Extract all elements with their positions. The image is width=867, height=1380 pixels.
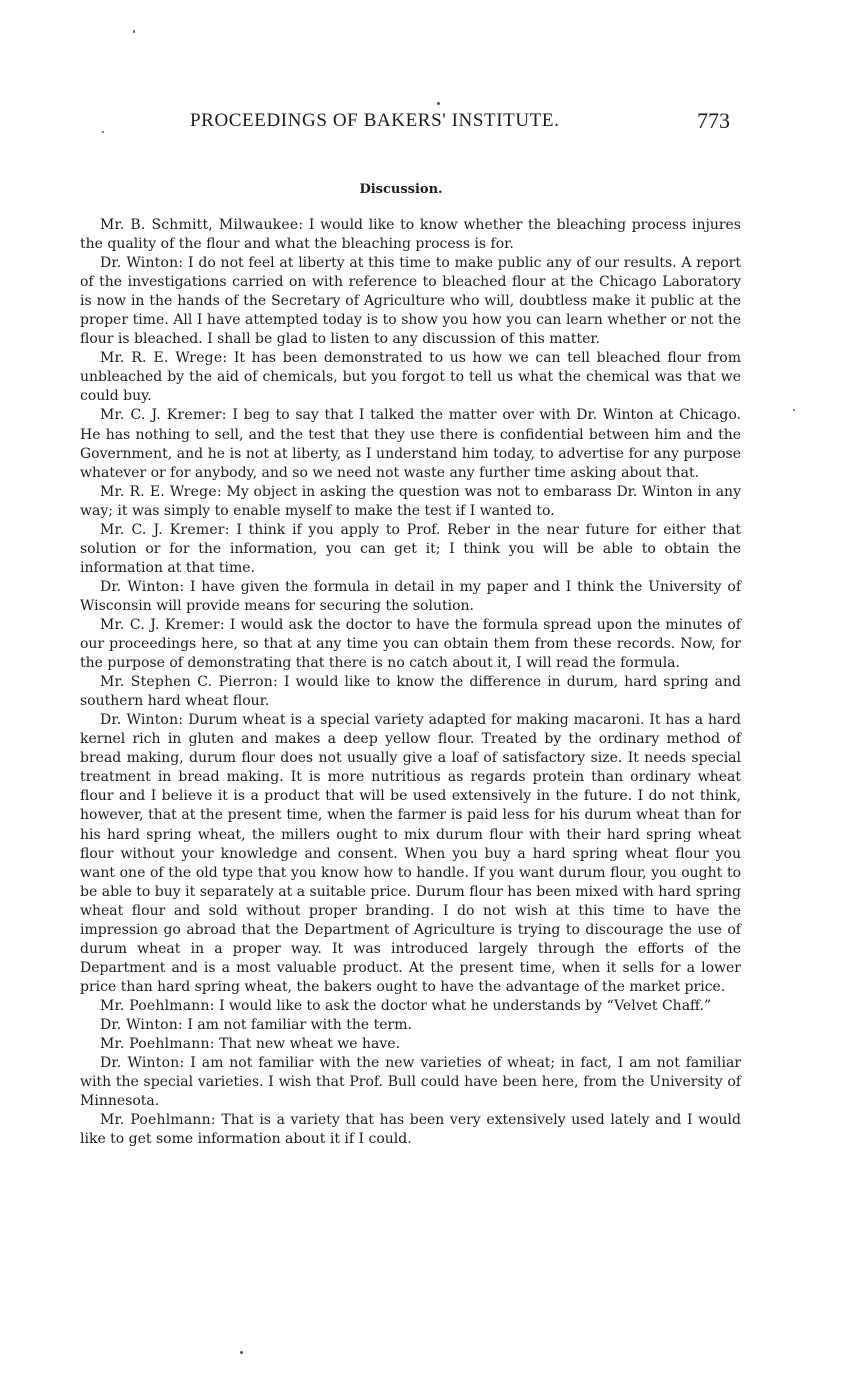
discussion-paragraph	[80, 216, 741, 254]
discussion-paragraph	[80, 1111, 741, 1149]
speaker-name: Dr. Winton:	[100, 1016, 183, 1033]
speaker-name: Dr. Winton:	[100, 1055, 185, 1072]
scan-speck	[133, 30, 135, 33]
section-heading: Discussion.	[359, 182, 443, 197]
paragraph-text: I would like to know the difference in durum, hard spring and southern hard wheat flour.	[80, 674, 741, 710]
page-number: 773	[697, 108, 730, 133]
paragraph-text: I have given the formula in detail in my paper and I think the University of Wisconsin will provide means for securing the solution.	[80, 578, 741, 614]
speaker-name: Mr. R. E. Wrege:	[100, 483, 222, 500]
paragraph-text: I beg to say that I talked the matter over with Dr. Winton at Chicago. He has nothing to sell, and the test that they use there is confidential between him and the Government, and he is not at liberty, as I understand him today, to advertise for any purpose whatever or for anybody, and so we need not waste any further time asking about that.	[80, 407, 741, 481]
paragraph-text: That new wheat we have.	[214, 1036, 401, 1053]
paragraph-text: Durum wheat is a special variety adapted for making macaroni. It has a hard kernel rich in gluten and makes a deep yellow flour. Treated by the ordinary method of bread making, durum flour does not usually give a loaf of satisfactory size. It needs special treatment in bread making. It is more nutritious as regards protein than ordinary wheat flour and I believe it is a product that will be used extensively in the future. I do not think, however, that at the present time, when the farmer is paid less for his durum wheat than for his hard spring wheat, the millers ought to mix durum flour with their hard spring wheat flour without your knowledge and consent. When you buy a hard spring wheat flour you want one of the old type that you know how to handle. If you want durum flour, you ought to be able to buy it separately at a suitable price. Durum flour has been mixed with hard spring wheat flour and sold without proper branding. I do not wish at this time to have the impression go abroad that the Department of Agriculture is trying to discourage the use of durum wheat in a proper way. It was introduced largely through the efforts of the Department and is a most valuable product. At the present time, when it sells for a lower price than hard spring wheat, the bakers ought to have the advantage of the market price.	[80, 712, 742, 995]
paragraph-text: I would like to ask the doctor what he understands by “Velvet Chaff.”	[214, 997, 712, 1014]
discussion-paragraph	[80, 673, 741, 711]
speaker-name: Mr. Poehlmann:	[100, 1036, 215, 1053]
speaker-name: Mr. Stephen C. Pierron:	[100, 674, 278, 691]
paragraph-text: I think if you apply to Prof. Reber in the near future for either that solution or for the information, you can get it; I think you will be able to obtain the information at that time.	[80, 521, 741, 576]
discussion-paragraph	[80, 616, 741, 673]
paragraph-text: I am not familiar with the term.	[182, 1016, 412, 1033]
discussion-paragraph	[80, 349, 741, 406]
speaker-name: Mr. Poehlmann:	[100, 1112, 216, 1129]
discussion-paragraph	[80, 997, 741, 1016]
paragraph-text: My object in asking the question was not to embarass Dr. Winton in any way; it was simply to enable myself to make the test if I wanted to.	[80, 483, 741, 519]
discussion-paragraph	[80, 578, 741, 616]
speaker-name: Dr. Winton:	[100, 255, 184, 272]
scan-speck	[240, 1351, 243, 1354]
speaker-name: Dr. Winton:	[100, 578, 185, 595]
scan-speck	[102, 131, 104, 133]
speaker-name: Mr. C. J. Kremer:	[100, 521, 230, 538]
discussion-body	[80, 216, 741, 1149]
running-head	[190, 110, 730, 140]
discussion-paragraph	[80, 1035, 741, 1054]
paragraph-text: I would like to know whether the bleaching process injures the quality of the flour and what the bleaching process is for.	[80, 217, 741, 253]
scan-speck	[793, 409, 795, 411]
discussion-paragraph	[80, 1054, 741, 1111]
paragraph-text: I would ask the doctor to have the formula spread upon the minutes of our proceedings here, so that at any time you can obtain them from these records. Now, for the purpose of demonstrating that there is no catch about it, I will read the formula.	[80, 616, 741, 672]
speaker-name: Mr. R. E. Wrege:	[100, 350, 228, 367]
discussion-paragraph	[80, 711, 741, 997]
paragraph-text: It has been demonstrated to us how we can tell bleached flour from unbleached by the aid of chemicals, but you forgot to tell us what the chemical was that we could buy.	[80, 350, 741, 405]
paragraph-text: That is a variety that has been very extensively used lately and I would like to get some information about it if I could.	[80, 1112, 741, 1148]
speaker-name: Dr. Winton:	[100, 712, 184, 729]
paragraph-text: I do not feel at liberty at this time to make public any of our results. A report of the investigations carried on with reference to bleached flour at the Chicago Laboratory is now in the hands of the Secretary of Agriculture who will, doubtless make it public at the proper time. All I have attempted today is to show you how you can learn whether or not the flour is bleached. I shall be glad to listen to any discussion of this matter.	[80, 255, 741, 348]
speaker-name: Mr. B. Schmitt, Milwaukee:	[100, 217, 304, 233]
speaker-name: Mr. C. J. Kremer:	[100, 616, 225, 633]
speaker-name: Mr. Poehlmann:	[100, 997, 215, 1014]
running-title: PROCEEDINGS OF BAKERS' INSTITUTE.	[190, 110, 560, 131]
paragraph-text: I am not familiar with the new varieties of wheat; in fact, I am not familiar with the special varieties. I wish that Prof. Bull could have been here, from the University of Minnesota.	[80, 1055, 742, 1110]
discussion-paragraph	[80, 254, 741, 349]
speaker-name: Mr. C. J. Kremer:	[100, 407, 227, 424]
scan-speck	[437, 102, 440, 105]
discussion-paragraph	[80, 1016, 741, 1035]
discussion-paragraph	[80, 521, 741, 578]
discussion-paragraph	[80, 483, 741, 521]
discussion-paragraph	[80, 406, 741, 482]
